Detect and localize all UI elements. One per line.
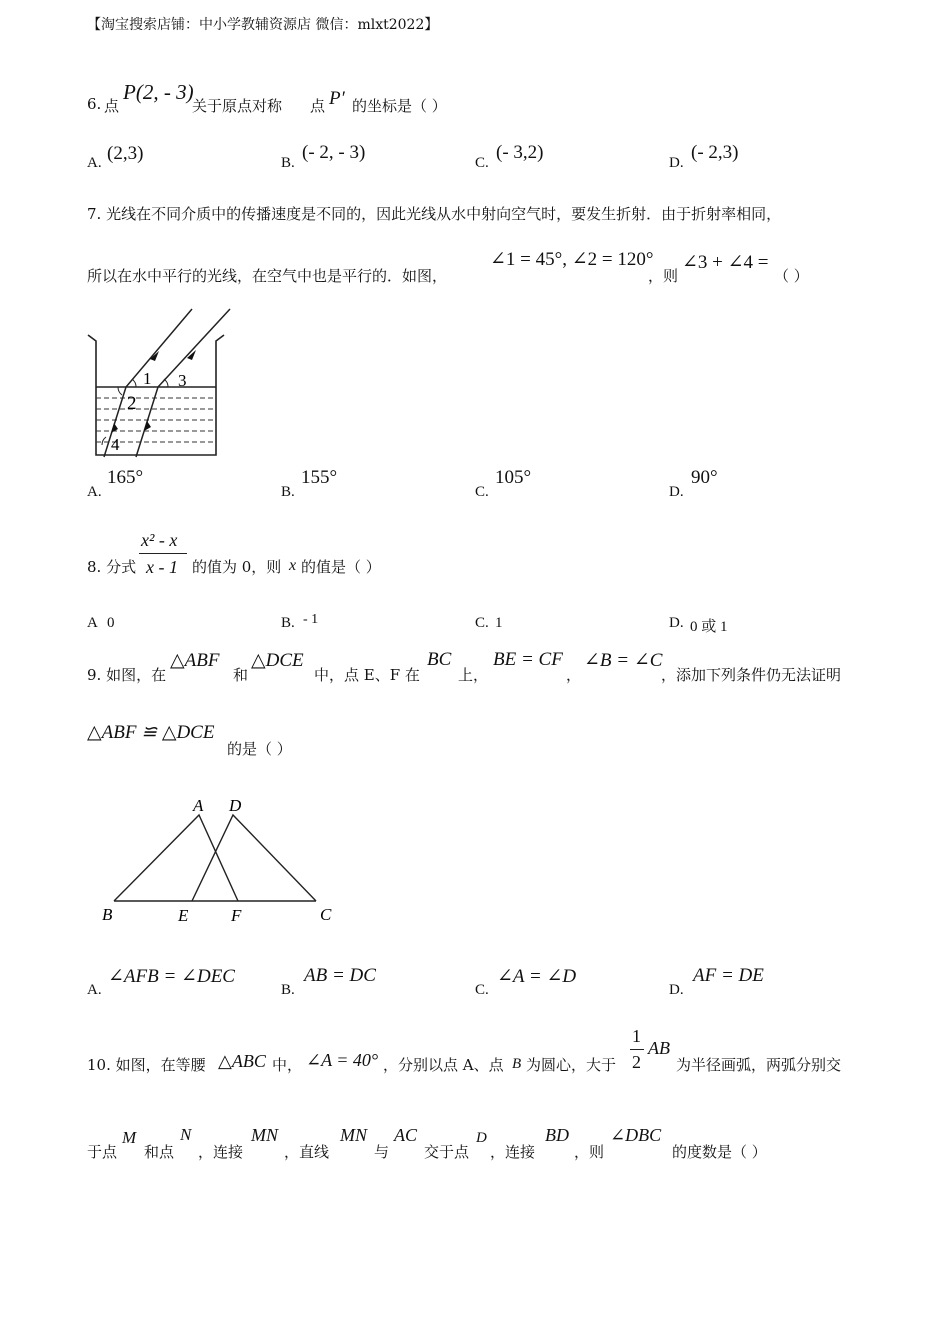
q10-mn-1: MN	[251, 1125, 278, 1145]
q10-point-d: D	[476, 1130, 487, 1146]
q6-post: 的坐标是（ ）	[352, 97, 447, 115]
q9-mid: 中，点 E、F 在	[314, 666, 420, 684]
q9-triangle-figure	[96, 793, 346, 933]
q10-line2-i: 的度数是（ ）	[672, 1143, 767, 1161]
q6-option-c-label: C.	[475, 155, 489, 171]
q9-triangle-dce: △DCE	[251, 650, 304, 671]
label-f: F	[231, 906, 242, 925]
q7-option-b-label: B.	[281, 484, 295, 500]
q10-point-n: N	[180, 1125, 192, 1144]
q8-option-a-label: A	[87, 615, 98, 631]
q10-point-b: B	[512, 1056, 522, 1072]
q10-segment-ab: AB	[648, 1038, 670, 1058]
q10-fraction-bar	[630, 1049, 644, 1050]
q9-option-c-label: C.	[475, 982, 489, 998]
label-a: A	[193, 796, 204, 815]
label-e: E	[178, 906, 189, 925]
label-b: B	[102, 905, 113, 924]
q8-denominator: x - 1	[146, 557, 178, 577]
q10-angle: ∠A = 40°	[306, 1050, 379, 1070]
q9-comma: ，	[566, 666, 582, 684]
q6-mid: 关于原点对称	[192, 97, 283, 115]
angle-arc	[118, 387, 122, 395]
q10-segment-bd: BD	[545, 1125, 569, 1145]
q9-post: 的是（ ）	[227, 740, 292, 758]
q7-option-c-label: C.	[475, 484, 489, 500]
q10-line2-b: 和点	[144, 1143, 175, 1161]
q9-condition-1: BE = CF	[493, 649, 563, 670]
q7-option-a[interactable]: 165°	[107, 467, 144, 488]
angle-arc	[102, 437, 106, 445]
q6-pre: 点	[104, 97, 120, 115]
q10-triangle: △ABC	[218, 1051, 266, 1071]
q10-center: 为圆心，大于	[526, 1056, 617, 1074]
q9-up: 上，	[458, 666, 489, 684]
q6-point: P(2, - 3)	[123, 80, 194, 104]
q10-radius: 为半径画弧，两弧分别交	[676, 1056, 842, 1074]
q7-option-d[interactable]: 90°	[691, 467, 718, 488]
q8-option-a[interactable]: 0	[107, 615, 115, 631]
angle-label-2: 2	[127, 393, 137, 414]
q10-mn-2: MN	[340, 1125, 367, 1145]
q6-option-b-label: B.	[281, 155, 295, 171]
label-d: D	[229, 796, 242, 815]
q6-pre2: 点	[310, 97, 326, 115]
q9-tail: ，添加下列条件仍无法证明	[661, 666, 842, 684]
q6-number: 6.	[87, 95, 102, 113]
q7-refraction-figure	[84, 305, 234, 461]
q10-line2-e: 与	[374, 1143, 390, 1161]
q8-mid: 的值为 0，则	[192, 558, 282, 576]
triangle-dce	[192, 815, 316, 901]
q6-option-b[interactable]: (- 2, - 3)	[302, 142, 366, 163]
q6-option-d[interactable]: (- 2,3)	[691, 142, 739, 163]
q9-conclusion: △ABF ≌ △DCE	[87, 722, 215, 743]
q8-option-c-label: C.	[475, 615, 489, 631]
label-c: C	[320, 905, 332, 924]
q7-then: ，则	[648, 267, 679, 285]
q8-option-d[interactable]: 0 或 1	[690, 619, 728, 635]
triangle-abf	[114, 815, 238, 901]
q8-fraction-bar	[139, 553, 187, 554]
q7-line2: 所以在水中平行的光线，在空气中也是平行的．如图，	[87, 267, 448, 285]
q8-option-b-label: B.	[281, 615, 295, 631]
q10-angle-dbc: ∠DBC	[610, 1125, 662, 1145]
q9-option-b-label: B.	[281, 982, 295, 998]
q8-number: 8. 分式	[87, 558, 137, 576]
q10-frac-den: 2	[632, 1052, 641, 1072]
q9-option-b[interactable]: AB = DC	[304, 965, 376, 986]
q6-option-a[interactable]: (2,3)	[107, 143, 144, 164]
q6-option-d-label: D.	[669, 155, 684, 171]
q10-mid: ，分别以点 A、点	[383, 1056, 504, 1074]
q7-option-b[interactable]: 155°	[301, 467, 338, 488]
q9-option-a[interactable]: ∠AFB = ∠DEC	[108, 966, 235, 987]
q7-option-a-label: A.	[87, 484, 102, 500]
angle-label-3: 3	[178, 371, 187, 390]
q10-line2-f: 交于点	[424, 1143, 470, 1161]
q8-option-b[interactable]: - 1	[303, 612, 319, 627]
q10-line2-d: ，直线	[284, 1143, 330, 1161]
q8-var: x	[289, 557, 297, 574]
q7-paren: （ ）	[774, 267, 809, 285]
q9-condition-2: ∠B = ∠C	[584, 650, 663, 671]
q10-line2-g: ，连接	[490, 1143, 536, 1161]
q10-line2-c: ，连接	[198, 1143, 244, 1161]
q7-given: ∠1 = 45°, ∠2 = 120°	[490, 249, 654, 270]
q7-option-d-label: D.	[669, 484, 684, 500]
q9-option-d-label: D.	[669, 982, 684, 998]
page-header: 【淘宝搜索店铺：中小学教辅资源店 微信：mlxt2022】	[87, 17, 439, 33]
q10-line2-h: ，则	[574, 1143, 605, 1161]
q10-line2-a: 于点	[87, 1143, 118, 1161]
q9-option-d[interactable]: AF = DE	[693, 965, 764, 986]
q9-option-a-label: A.	[87, 982, 102, 998]
q6-option-c[interactable]: (- 3,2)	[496, 142, 544, 163]
q6-option-a-label: A.	[87, 155, 102, 171]
q9-and: 和	[233, 666, 249, 684]
q7-expr: ∠3 + ∠4 =	[682, 252, 769, 273]
q10-zhong: 中，	[272, 1056, 303, 1074]
q8-post: 的值是（ ）	[301, 558, 381, 576]
q10-number: 10. 如图，在等腰	[87, 1056, 206, 1074]
angle-label-1: 1	[143, 369, 152, 388]
q9-triangle-abf: △ABF	[170, 650, 220, 671]
q9-number: 9. 如图，在	[87, 666, 167, 684]
q9-option-c[interactable]: ∠A = ∠D	[497, 966, 577, 987]
q8-option-d-label: D.	[669, 615, 684, 631]
q7-option-c[interactable]: 105°	[495, 467, 532, 488]
q6-point-prime: P′	[329, 88, 345, 109]
q10-point-m: M	[122, 1128, 137, 1147]
q10-segment-ac: AC	[394, 1125, 418, 1145]
q8-numerator: x² - x	[141, 530, 178, 550]
q8-option-c[interactable]: 1	[495, 615, 503, 631]
q9-segment-bc: BC	[427, 649, 452, 670]
angle-label-4: 4	[111, 435, 120, 454]
q7-line1: 7. 光线在不同介质中的传播速度是不同的，因此光线从水中射向空气时，要发生折射．由于折射率相同，	[87, 205, 782, 223]
q10-frac-num: 1	[632, 1026, 641, 1046]
